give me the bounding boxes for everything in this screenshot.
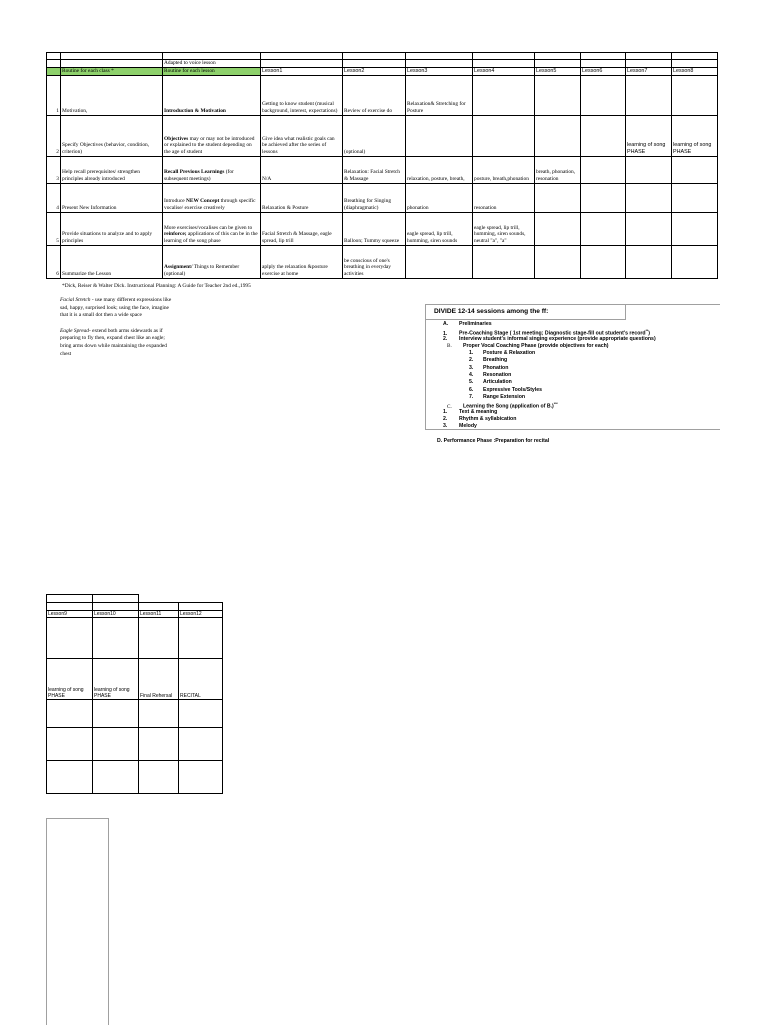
routine-cell[interactable]: Present New Information	[61, 183, 163, 212]
lesson-cell[interactable]	[93, 700, 139, 728]
lesson-cell[interactable]	[672, 75, 718, 115]
lesson-header[interactable]: Lesson2	[343, 67, 406, 75]
exercise-notes	[60, 297, 172, 366]
lesson-cell[interactable]	[179, 761, 223, 794]
row-number[interactable]: 4	[47, 183, 61, 212]
lesson-cell[interactable]	[626, 75, 672, 115]
lesson-cell[interactable]	[581, 115, 626, 156]
lesson-cell[interactable]	[179, 618, 223, 659]
outline-item-text: Text & meaning	[459, 408, 498, 415]
lesson-cell[interactable]	[93, 618, 139, 659]
cell[interactable]	[179, 603, 223, 611]
cell[interactable]	[47, 595, 93, 603]
divider	[425, 320, 426, 429]
lesson-header[interactable]: Lesson7	[626, 67, 672, 75]
outline-marker: B.	[447, 342, 452, 349]
lesson-header[interactable]: Lesson10	[93, 611, 139, 618]
cell[interactable]	[93, 603, 139, 611]
lesson-cell[interactable]: Review of exercise do	[343, 75, 406, 115]
blank-row	[47, 595, 223, 603]
lesson-cell[interactable]: Facial Stretch & Massage, eagle spread, lip trill	[261, 212, 343, 245]
cell	[139, 595, 179, 603]
voice-cell[interactable]	[163, 156, 261, 183]
voice-cell[interactable]	[163, 75, 261, 115]
cell[interactable]	[61, 53, 163, 60]
lesson-cell[interactable]	[179, 700, 223, 728]
outline-item-text: Pre-Coaching Stage ( 1st meeting; Diagnostic stage-fill out student's record	[459, 331, 646, 338]
lesson-cell[interactable]	[47, 618, 93, 659]
cell[interactable]	[47, 603, 93, 611]
footnote-marker: ***	[553, 402, 558, 407]
outline-list	[437, 321, 656, 445]
outline-item-suffix: )	[648, 331, 650, 338]
lesson-cell[interactable]	[47, 700, 93, 728]
lesson-cell[interactable]	[581, 183, 626, 212]
lesson-plan-table	[46, 52, 718, 279]
outline-marker: 3.	[443, 423, 448, 430]
outline-marker: 6.	[469, 386, 474, 393]
row-number[interactable]: 1	[47, 75, 61, 115]
lesson-cell[interactable]: learning of song PHASE	[47, 659, 93, 700]
outline-marker: 7.	[469, 393, 474, 400]
outline-marker: 2.	[443, 415, 448, 422]
cell[interactable]	[473, 60, 535, 68]
lesson-cell[interactable]: resonation	[473, 183, 535, 212]
note-text: - use many different expressions like sad, happy, surprised look; using the face, imagine that it is a small dot then a wide space	[60, 297, 172, 319]
outline-marker: 1.	[469, 350, 474, 357]
row-number[interactable]: 6	[47, 245, 61, 278]
lesson-cell[interactable]: Balloon; Tummy squeeze	[343, 212, 406, 245]
lesson-cell[interactable]	[473, 245, 535, 278]
routine-cell[interactable]: Specify Objectives (behavior, condition, criterion)	[61, 115, 163, 156]
outline-marker: A.	[443, 321, 449, 327]
voice-cell[interactable]	[163, 212, 261, 245]
table-row	[47, 212, 718, 245]
lesson-cell[interactable]	[672, 245, 718, 278]
voice-bold: Introduction & Motivation	[164, 108, 226, 114]
outline-item	[443, 328, 656, 338]
lesson-cell[interactable]	[406, 115, 473, 156]
outline-item	[443, 350, 656, 357]
lesson-header[interactable]: Lesson4	[473, 67, 535, 75]
lesson-cell[interactable]: Relaxation & Posture	[261, 183, 343, 212]
lesson-cell[interactable]: Getting to know student (musical background, interest, expectations)	[261, 75, 343, 115]
lesson-cell[interactable]	[535, 245, 581, 278]
lesson-cell[interactable]	[139, 761, 179, 794]
lesson-header[interactable]: Lesson12	[179, 611, 223, 618]
outline-item-text: Articulation	[483, 379, 512, 386]
outline-marker: 2.	[469, 357, 474, 364]
cell	[179, 595, 223, 603]
lesson-cell[interactable]	[672, 183, 718, 212]
lesson-continuation-table	[46, 594, 223, 794]
cell[interactable]	[535, 53, 581, 60]
lesson-cell[interactable]: learning of song PHASE	[626, 115, 672, 156]
cell[interactable]	[61, 60, 163, 68]
outline-marker: 3.	[469, 364, 474, 371]
outline-item	[437, 438, 656, 445]
cell[interactable]	[672, 53, 718, 60]
lesson-cell[interactable]	[473, 115, 535, 156]
lesson-cell[interactable]: Relaxation& Stretching for Posture	[406, 75, 473, 115]
voice-rest: may or may not be introduced or explained to the student depending on the age of student	[164, 135, 255, 155]
outline-marker: 4.	[469, 372, 474, 379]
table-row	[47, 618, 223, 659]
adapted-label-cell[interactable]: Adapted to voice lesson	[163, 60, 261, 68]
sessions-outline-panel	[425, 304, 720, 444]
cell[interactable]	[626, 53, 672, 60]
lesson-cell[interactable]	[581, 212, 626, 245]
cell[interactable]	[163, 53, 261, 60]
lesson-cell[interactable]: be conscious of one's breathing in everyday activities	[343, 245, 406, 278]
lesson-cell[interactable]	[535, 212, 581, 245]
outline-marker: 5.	[469, 379, 474, 386]
outline-item-text: Melody	[459, 423, 477, 430]
lesson-cell[interactable]	[535, 183, 581, 212]
routine-cell[interactable]: Provide situations to analyze and to apply principles	[61, 212, 163, 245]
lesson-cell[interactable]	[139, 618, 179, 659]
lesson-cell[interactable]: eagle spread, lip trill, humming, siren sounds	[406, 212, 473, 245]
footnote-marker: **	[645, 329, 649, 334]
row-number[interactable]: 2	[47, 115, 61, 156]
outline-item-text: Preliminaries	[459, 321, 492, 327]
table-row	[47, 75, 718, 115]
routine-class-header[interactable]: Routine for each class *	[61, 67, 163, 75]
outline-title: DIVIDE 12-14 sessions among the ff:	[434, 308, 549, 315]
blank-row	[47, 53, 718, 60]
lesson-cell[interactable]	[93, 761, 139, 794]
lesson-cell[interactable]: (optional)	[343, 115, 406, 156]
routine-cell[interactable]: Help recall prerequisites/ strengthen principles already introduced	[61, 156, 163, 183]
outline-item-text: Learning the Song (application of B.)	[463, 404, 554, 410]
table-row	[47, 115, 718, 156]
lesson-header[interactable]: Lesson6	[581, 67, 626, 75]
table-row	[47, 156, 718, 183]
cell[interactable]	[139, 603, 179, 611]
outline-item-text: D. Performance Phase :Preparation for recital	[437, 437, 550, 444]
lesson-cell[interactable]	[672, 212, 718, 245]
voice-rest: Introduce NEW Concept through specific vocalise/ exercise creatively	[164, 198, 256, 211]
outline-item-text: Expressive Tools/Styles	[483, 386, 543, 393]
lesson-cell[interactable]: relaxation, posture, breath,	[406, 156, 473, 183]
voice-bold: Assignment/	[164, 264, 193, 271]
lesson-cell[interactable]: phonation	[406, 183, 473, 212]
cell[interactable]	[261, 53, 343, 60]
voice-cell[interactable]	[163, 245, 261, 278]
eagle-spread-note	[60, 328, 172, 358]
row-number[interactable]: 3	[47, 156, 61, 183]
lesson-cell[interactable]: breath, phonation, resonation	[535, 156, 581, 183]
table-row	[47, 183, 718, 212]
lesson-cell[interactable]: Relaxation: Facial Stretch & Massage	[343, 156, 406, 183]
outline-item	[443, 430, 656, 437]
lesson-cell[interactable]: learning of song PHASE	[672, 115, 718, 156]
lesson-cell[interactable]	[626, 212, 672, 245]
voice-rest: Things to Remember (optional)	[164, 264, 240, 277]
outline-item	[443, 423, 656, 430]
cell[interactable]	[535, 60, 581, 68]
routine-cell[interactable]: Motivation,	[61, 75, 163, 115]
outline-item	[443, 379, 656, 386]
lesson-cell[interactable]: Final Rehersal	[139, 659, 179, 700]
cell[interactable]	[343, 53, 406, 60]
lesson-cell[interactable]: aplply the relaxation &posture exercise at home	[261, 245, 343, 278]
routine-lesson-header[interactable]: Routine for each lesson	[163, 67, 261, 75]
voice-bold: Recall Previous Learnings	[164, 169, 225, 176]
adapted-row	[47, 60, 718, 68]
lesson-cell[interactable]	[406, 245, 473, 278]
voice-rest: (for subsequent meetings)	[164, 169, 234, 182]
outline-item-text: Proper Vocal Coaching Phase (provide objectives for each)	[463, 342, 609, 349]
outline-item	[443, 394, 656, 401]
outline-item	[443, 321, 656, 328]
lesson-cell[interactable]	[47, 761, 93, 794]
divider	[626, 304, 720, 305]
lesson-header[interactable]: Lesson1	[261, 67, 343, 75]
lesson-header[interactable]: Lesson5	[535, 67, 581, 75]
cell[interactable]	[581, 60, 626, 68]
cell[interactable]	[581, 53, 626, 60]
lesson-cell[interactable]	[535, 115, 581, 156]
lesson-cell[interactable]: N/A	[261, 156, 343, 183]
outline-item	[443, 401, 656, 408]
outline-marker: 1.	[443, 408, 448, 415]
cell[interactable]	[406, 53, 473, 60]
citation-text: *Dick, Reiser & Walter Dick. Instructional Planning: A Guide for Teacher 2nd ed.,1995	[62, 283, 251, 289]
lesson-cell[interactable]	[47, 728, 93, 761]
lesson-header[interactable]: Lesson11	[139, 611, 179, 618]
outline-item	[443, 365, 656, 372]
voice-bold: Objectives	[164, 135, 189, 142]
blank-row	[47, 603, 223, 611]
outline-item-text: Range Extension	[483, 393, 526, 400]
voice-cell[interactable]	[163, 183, 261, 212]
lesson-cell[interactable]: Give idea what realistic goals can be achieved after the series of lessons	[261, 115, 343, 156]
lesson-header[interactable]: Lesson3	[406, 67, 473, 75]
row-number[interactable]: 5	[47, 212, 61, 245]
lesson-cell[interactable]	[535, 75, 581, 115]
lesson-cell[interactable]: RECITAL	[179, 659, 223, 700]
lesson-cell[interactable]	[139, 728, 179, 761]
table-row	[47, 728, 223, 761]
outline-item-text: Phonation	[483, 364, 509, 371]
lesson-cell[interactable]	[672, 156, 718, 183]
note-text: - extend both arms sidewards as if preparing to fly then, expand chest like an eagle; bring arms down while maintaining the expanded chest	[60, 327, 167, 357]
cell[interactable]	[473, 53, 535, 60]
lesson-cell[interactable]	[626, 156, 672, 183]
routine-cell[interactable]: Summarize the Lesson	[61, 245, 163, 278]
lesson-header[interactable]: Lesson9	[47, 611, 93, 618]
cell[interactable]	[93, 595, 139, 603]
lesson-cell[interactable]: posture, breath,phonation	[473, 156, 535, 183]
lesson-cell[interactable]	[139, 700, 179, 728]
outline-item-text: Resonation	[483, 372, 512, 379]
outline-title-box[interactable]	[425, 304, 626, 320]
lesson-cell[interactable]: eagle spread, lip trill, humming, siren sounds, neutral "a", "a"	[473, 212, 535, 245]
table-row	[47, 761, 223, 794]
outline-item-text: Interview student's informal singing experience (provide appropriate questions)	[459, 335, 656, 342]
lesson-header[interactable]: Lesson8	[672, 67, 718, 75]
lesson-cell[interactable]: Breathing for Singing (diaphragmatic)	[343, 183, 406, 212]
lesson-cell[interactable]	[93, 728, 139, 761]
outline-item-text: Rhythm & syllabication	[459, 415, 517, 422]
outline-item	[443, 343, 656, 350]
lesson-cell[interactable]: learning of song PHASE	[93, 659, 139, 700]
cell[interactable]	[406, 60, 473, 68]
outline-item	[443, 372, 656, 379]
outline-item	[443, 336, 656, 343]
cell[interactable]	[626, 60, 672, 68]
facial-stretch-note	[60, 297, 172, 320]
outline-marker: C.	[447, 404, 452, 410]
cell[interactable]	[47, 53, 61, 60]
lesson-cell[interactable]	[626, 245, 672, 278]
voice-rest: More exercises/vocalises can be given to reinforce; applications of this can be in the learning of the song phase	[164, 224, 258, 244]
note-title: Facial Stretch	[60, 297, 91, 303]
cell[interactable]	[47, 67, 61, 75]
lesson-cell[interactable]	[473, 75, 535, 115]
table-row	[47, 245, 718, 278]
voice-cell[interactable]	[163, 115, 261, 156]
outline-item	[443, 387, 656, 394]
empty-text-box[interactable]	[46, 818, 109, 1025]
header-row	[47, 611, 223, 618]
outline-item	[443, 416, 656, 423]
table-row	[47, 700, 223, 728]
outline-item-text: Posture & Relaxation	[483, 350, 536, 357]
table-row	[47, 659, 223, 700]
outline-item-text: Breathing	[483, 357, 508, 364]
cell[interactable]	[261, 60, 343, 68]
outline-item	[443, 357, 656, 364]
lesson-cell[interactable]	[581, 75, 626, 115]
cell[interactable]	[343, 60, 406, 68]
outline-marker: 2.	[443, 335, 448, 342]
cell[interactable]	[47, 60, 61, 68]
note-title: Eagle Spread	[60, 327, 89, 334]
cell[interactable]	[672, 60, 718, 68]
lesson-cell[interactable]	[581, 245, 626, 278]
lesson-cell[interactable]	[626, 183, 672, 212]
lesson-cell[interactable]	[179, 728, 223, 761]
lesson-cell[interactable]	[581, 156, 626, 183]
outline-marker: 1.	[443, 331, 448, 338]
header-row	[47, 67, 718, 75]
